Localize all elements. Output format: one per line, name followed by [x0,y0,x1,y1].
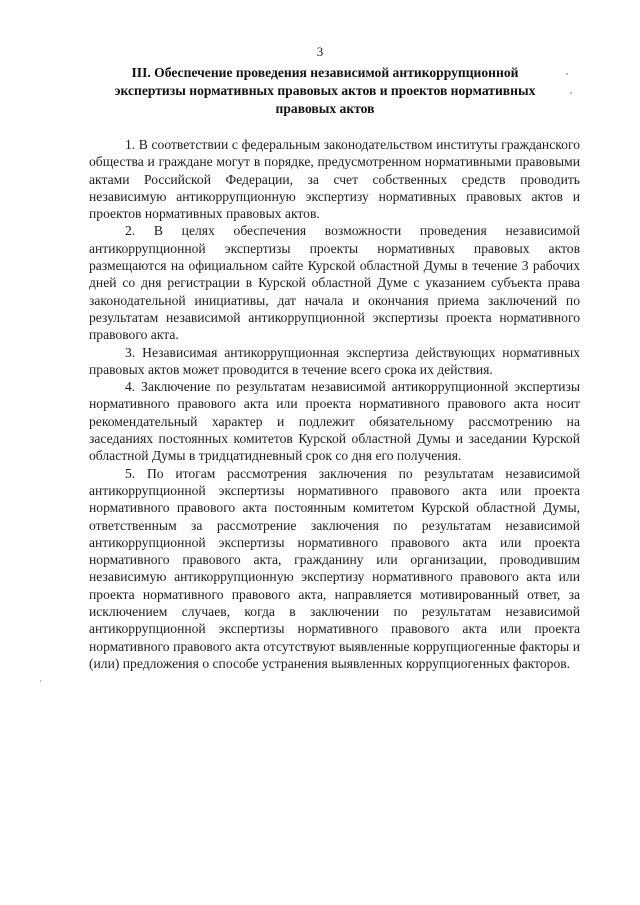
paragraph-3: 3. Независимая антикоррупционная экспертиза действующих нормативных правовых актов может проводится в течение всего срока их действия. [89,344,580,377]
scan-speck [566,73,568,75]
section-heading: III. Обеспечение проведения независимой антикоррупционной экспертизы нормативных правовых актов и проектов нормативных правовых актов [114,65,536,116]
document-body [89,136,580,672]
paragraph-4: 4. Заключение по результатам независимой антикоррупционной экспертизы нормативного правового акта или проекта нормативного правового акта носит рекомендательный характер и подлежит обязательному рассмотрению на заседаниях постоянных комитетов Курской областной Думы и заседании Курской областной Думы в тридцатидневный срок со дня его получения. [89,379,580,464]
paragraph-2: 2. В целях обеспечения возможности проведения независимой антикоррупционной экспертизы проекты нормативных правовых актов размещаются на официальном сайте Курской областной Думы в течение 3 рабочих дней со дня регистрации в Курской областной Думе с указанием субъекта права законодательной инициативы, дат начала и окончания приема заключений по результатам независимой антикоррупционной экспертизы проекта нормативного правового акта. [89,223,580,343]
page-number: 3 [316,44,324,59]
scan-speck [40,680,41,682]
scan-speck [570,92,572,94]
paragraph-5: 5. По итогам рассмотрения заключения по результатам независимой антикоррупционной экспертизы нормативного правового акта или проекта нормативного правового акта постоянным комитетом Курской областной Думы, ответственным за рассмотрение заключения по результатам независимой антикоррупционной экспертизы нормативного правового акта или проекта нормативного правового акта, гражданину или организации, проводившим независимую антикоррупционную экспертизу нормативного правового акта или проекта нормативного правового акта, направляется мотивированный ответ, за исключением случаев, когда в заключении по результатам независимой антикоррупционной экспертизы нормативного правового акта или проекта нормативного правового акта отсутствуют выявленные коррупциогенные факторы и (или) предложения о способе устранения выявленных коррупциогенных факторов. [89,465,580,671]
paragraph-1: 1. В соответствии с федеральным законодательством институты гражданского общества и граждане могут в порядке, предусмотренном нормативными правовыми актами Российской Федерации, за счет собственных средств проводить независимую антикоррупционную экспертизу нормативных правовых актов и проектов нормативных правовых актов. [89,137,580,222]
